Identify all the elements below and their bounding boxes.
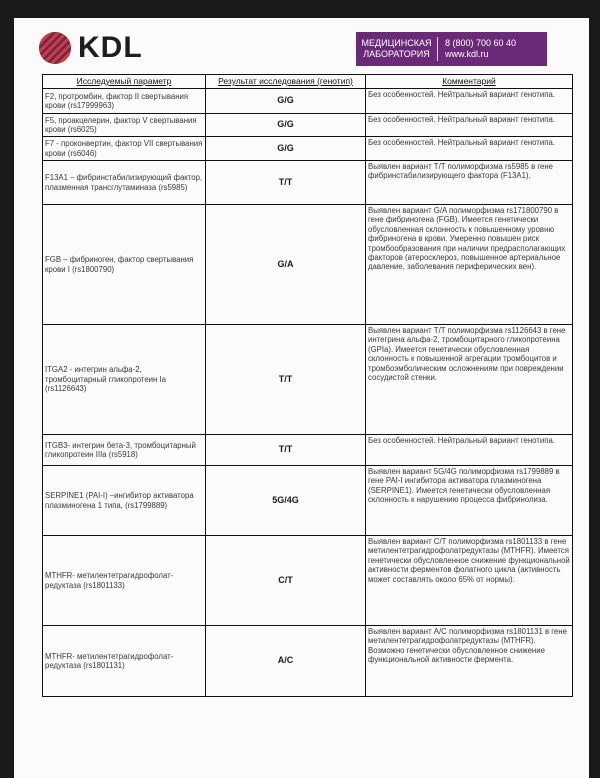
results-table bbox=[42, 74, 573, 697]
result-cell: G/G bbox=[206, 137, 366, 161]
result-cell: T/T bbox=[206, 325, 366, 435]
param-cell: F13A1 – фибринстабилизирующий фактор, плазменная трансглутаминаза (rs5985) bbox=[43, 161, 206, 205]
param-cell: SERPINE1 (PAI-I) –ингибитор активатора плазминогена 1 типа, (rs1799889) bbox=[43, 466, 206, 536]
result-cell: G/A bbox=[206, 205, 366, 325]
lab-banner bbox=[356, 32, 547, 66]
header-parameter: Исследуемый параметр bbox=[43, 75, 206, 89]
banner-lab-name bbox=[356, 38, 437, 60]
comment-cell: Выявлен вариант 5G/4G полиморфизма rs1799889 в гене PAI-I ингибитора активатора плазминогена (SERPINE1). Имеется генетически обусловленная склонность к нарушению процесса фибринолиза. bbox=[366, 466, 573, 536]
param-cell: FGB – фибриноген, фактор свертывания крови I (rs1800790) bbox=[43, 205, 206, 325]
header-comment: Комментарий bbox=[366, 75, 573, 89]
param-cell: MTHFR- метилентетрагидрофолат-редуктаза (rs1801131) bbox=[43, 626, 206, 697]
table-row bbox=[43, 466, 573, 536]
result-cell: 5G/4G bbox=[206, 466, 366, 536]
result-cell: G/G bbox=[206, 114, 366, 137]
kdl-logo-icon bbox=[38, 31, 72, 65]
banner-divider bbox=[437, 37, 438, 61]
table-row bbox=[43, 536, 573, 626]
param-cell: F7 - проконвертин, фактор VII свертывания крови (rs6046) bbox=[43, 137, 206, 161]
table-row bbox=[43, 89, 573, 114]
banner-line2: ЛАБОРАТОРИЯ bbox=[363, 49, 430, 59]
result-cell: A/C bbox=[206, 626, 366, 697]
param-cell: F2, протромбин, фактор II свертывания крови (rs17999963) bbox=[43, 89, 206, 114]
comment-cell: Без особенностей. Нейтральный вариант генотипа. bbox=[366, 137, 573, 161]
comment-cell: Выявлен вариант C/T полиморфизма rs1801133 в гене метилентетрагидрофолатредуктазы (MTHFR). Имеется генетически обусловленное снижение функциональной активности ферментов фолатного цикла (активность может составлять около 65% от нормы). bbox=[366, 536, 573, 626]
table-row bbox=[43, 161, 573, 205]
table-row bbox=[43, 137, 573, 161]
param-cell: F5, проакцелерин, фактор V свертывания крови (rs6025) bbox=[43, 114, 206, 137]
banner-contacts bbox=[438, 38, 516, 60]
table-row bbox=[43, 114, 573, 137]
result-cell: T/T bbox=[206, 161, 366, 205]
result-cell: G/G bbox=[206, 89, 366, 114]
table-row bbox=[43, 205, 573, 325]
kdl-logo bbox=[38, 31, 143, 65]
param-cell: ITGB3- интегрин бета-3, тромбоцитарный гликопротеин IIIa (rs5918) bbox=[43, 435, 206, 466]
table-row bbox=[43, 325, 573, 435]
header-result: Результат исследования (генотип) bbox=[206, 75, 366, 89]
table-header-row bbox=[43, 75, 573, 89]
comment-cell: Выявлен вариант T/T полиморфизма rs1126643 в гене интегрина альфа-2, тромбоцитарного гликопротеина (GPIa). Имеется генетически обусловленная склонность к повышенной агрегации тромбоцитов и тромбоэмболическим осложнениям при повреждении сосудистой стенки. bbox=[366, 325, 573, 435]
banner-line1: МЕДИЦИНСКАЯ bbox=[361, 38, 432, 48]
comment-cell: Без особенностей. Нейтральный вариант генотипа. bbox=[366, 435, 573, 466]
table-row bbox=[43, 435, 573, 466]
logo-text: KDL bbox=[78, 31, 143, 64]
result-cell: C/T bbox=[206, 536, 366, 626]
result-cell: T/T bbox=[206, 435, 366, 466]
table-row bbox=[43, 626, 573, 697]
comment-cell: Выявлен вариант A/C полиморфизма rs1801131 в гене метилентетрагидрофолатредуктазы (MTHFR). Возможно генетически обусловленное снижение функциональной активности фермента. bbox=[366, 626, 573, 697]
comment-cell: Без особенностей. Нейтральный вариант генотипа. bbox=[366, 89, 573, 114]
param-cell: ITGA2 - интегрин альфа-2, тромбоцитарный гликопротеин Ia (rs1126643) bbox=[43, 325, 206, 435]
banner-phone[interactable]: 8 (800) 700 60 40 bbox=[445, 38, 517, 48]
comment-cell: Без особенностей. Нейтральный вариант генотипа. bbox=[366, 114, 573, 137]
comment-cell: Выявлен вариант T/T полиморфизма rs5985 в гене фибринстабилизирующего фактора (F13A1). bbox=[366, 161, 573, 205]
param-cell: MTHFR- метилентетрагидрофолат-редуктаза (rs1801133) bbox=[43, 536, 206, 626]
banner-site[interactable]: www.kdl.ru bbox=[445, 49, 489, 59]
comment-cell: Выявлен вариант G/A полиморфизма rs171800790 в гене фибриногена (FGB). Имеется генетически обусловленная склонность к повышенному уровню фибриногена в крови. Умеренно повышен риск тромбообразования при наличии предрасполагающих факторов (атеросклероз, повышенное артериальное давление, заболевания периферических вен). bbox=[366, 205, 573, 325]
